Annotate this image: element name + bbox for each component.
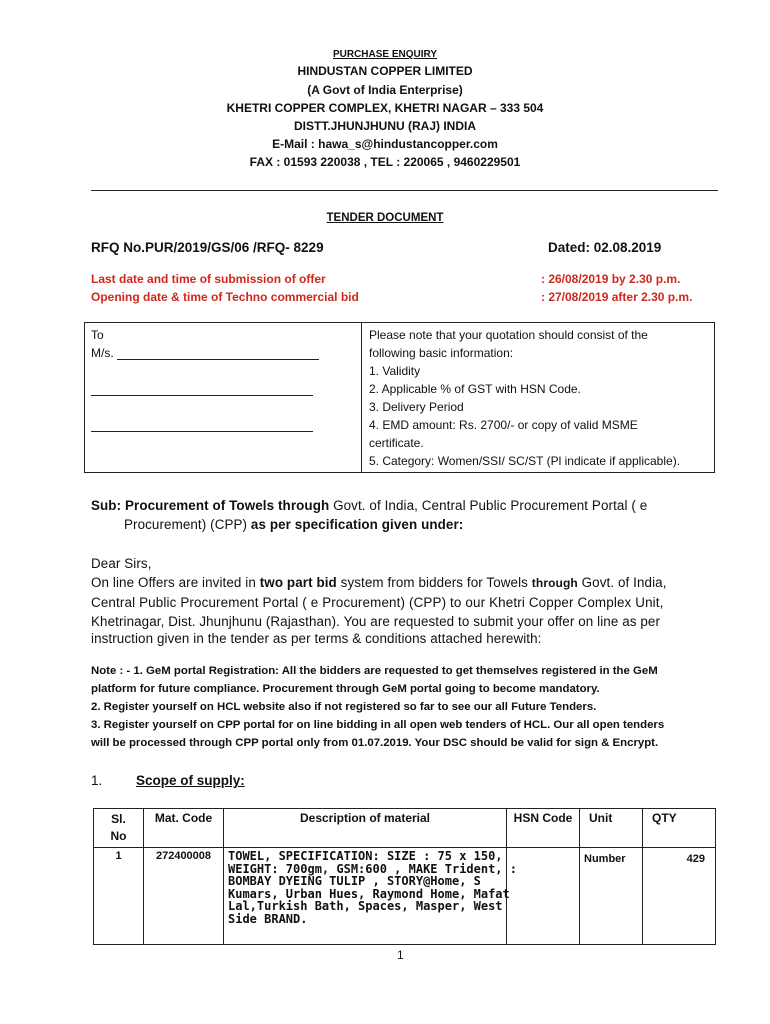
table-header-row (94, 809, 716, 848)
row-hsn-code (507, 848, 580, 945)
header-sl-no (94, 809, 144, 848)
company-fax-tel: FAX : 01593 220038 , TEL : 220065 , 9460229501 (249, 155, 521, 169)
document-type-title: PURCHASE ENQUIRY (332, 49, 438, 60)
info-intro-1: Please note that your quotation should consist of the (369, 328, 648, 342)
opening-date-value: : 27/08/2019 after 2.30 p.m. (541, 290, 693, 304)
info-item-emd-cont: certificate. (369, 436, 424, 450)
info-item-delivery: 3. Delivery Period (369, 400, 464, 414)
addressee-info-box (84, 322, 715, 473)
letter-line-3: Khetrinagar, Dist. Jhunjhunu (Rajasthan). You are requested to submit your offer on line as per (91, 614, 661, 629)
company-name: HINDUSTAN COPPER LIMITED (297, 64, 473, 78)
row-qty: 429 (643, 848, 716, 945)
letter-p1-c: system from bidders for Towels (340, 575, 528, 590)
subject-through: through (277, 498, 330, 513)
ms-label: M/s. (91, 346, 114, 360)
header-sl: Sl. (111, 812, 126, 826)
note-cpp-portal: 3. Register yourself on CPP portal for on line bidding in all open web tenders of HCL. Our all open tenders (91, 719, 665, 731)
header-unit: Unit (580, 809, 643, 848)
row-description: TOWEL, SPECIFICATION: SIZE : 75 x 150, WEIGHT: 700gm, GSM:600 , MAKE Trident, : BOMBAY DYEING TULIP , STORY@Home, S Kumars, Urban Hues, Raymond Home, Mafat Lal,Turkish Bath, Spaces, Masper, West Side BRAND. (224, 848, 507, 945)
header-description: Description of material (224, 809, 507, 848)
header-hsn-code: HSN Code (507, 809, 580, 848)
page-number: 1 (397, 948, 404, 962)
header-divider (91, 190, 718, 191)
header-no: No (110, 829, 127, 843)
note-gem-registration-cont: platform for future compliance. Procurement through GeM portal going to become mandatory. (91, 683, 600, 695)
subject-line-1 (91, 498, 647, 513)
company-address: KHETRI COPPER COMPLEX, KHETRI NAGAR – 333 504 (226, 101, 544, 115)
letter-p1-a: On line Offers are invited in (91, 575, 256, 590)
note-cpp-portal-cont: will be processed through CPP portal only from 01.07.2019. Your DSC should be valid for sign & Encrypt. (91, 737, 659, 749)
box-divider (361, 323, 362, 472)
submission-deadline-value: : 26/08/2019 by 2.30 p.m. (541, 272, 681, 286)
rfq-number: RFQ No.PUR/2019/GS/06 /RFQ- 8229 (91, 240, 324, 255)
to-label: To (91, 328, 104, 342)
letter-line-2: Central Public Procurement Portal ( e Procurement) (CPP) to our Khetri Copper Complex Unit, (91, 595, 664, 610)
letter-p1-e: Govt. of India, (581, 575, 667, 590)
scope-number: 1. (91, 773, 103, 788)
row-unit: Number (580, 848, 643, 945)
subject-label: Sub: Procurement of Towels (91, 498, 275, 513)
info-item-category: 5. Category: Women/SSI/ SC/ST (Pl indicate if applicable). (369, 454, 681, 468)
header-qty: QTY (643, 809, 716, 848)
letter-line-1 (91, 575, 667, 590)
scope-of-supply-table (93, 808, 716, 945)
opening-date-label: Opening date & time of Techno commercial bid (91, 290, 359, 304)
subject-cpp: Procurement) (CPP) (124, 517, 248, 532)
tender-document-title: TENDER DOCUMENT (326, 212, 444, 224)
submission-deadline-label: Last date and time of submission of offer (91, 272, 326, 286)
vendor-address-line-2 (91, 431, 313, 432)
note-hcl-website: 2. Register yourself on HCL website also if not registered so far to see our all Future Tenders. (91, 701, 597, 713)
letter-through: through (531, 576, 578, 590)
info-intro-2: following basic information: (369, 346, 514, 360)
company-email: E-Mail : hawa_s@hindustancopper.com (272, 137, 498, 151)
note-gem-registration: Note : - 1. GeM portal Registration: All the bidders are requested to get themselves registered in the GeM (91, 665, 658, 677)
letter-two-part-bid: two part bid (259, 575, 337, 590)
subject-spec: as per specification given under: (250, 517, 464, 532)
header-mat-code: Mat. Code (144, 809, 224, 848)
vendor-address-line-1 (91, 395, 313, 396)
row-sl: 1 (94, 848, 144, 945)
rfq-date: Dated: 02.08.2019 (548, 240, 662, 255)
info-item-validity: 1. Validity (369, 364, 421, 378)
info-item-emd: 4. EMD amount: Rs. 2700/- or copy of valid MSME (369, 418, 638, 432)
letter-line-4: instruction given in the tender as per terms & conditions attached herewith: (91, 631, 542, 646)
scope-title: Scope of supply: (136, 773, 245, 788)
company-district: DISTT.JHUNJHUNU (RAJ) INDIA (293, 119, 476, 133)
info-item-gst: 2. Applicable % of GST with HSN Code. (369, 382, 581, 396)
subject-line-2 (124, 517, 463, 532)
row-mat-code: 272400008 (144, 848, 224, 945)
salutation: Dear Sirs, (91, 556, 152, 571)
table-row (94, 848, 716, 945)
govt-enterprise-line: (A Govt of India Enterprise) (307, 83, 463, 97)
subject-portal: Govt. of India, Central Public Procurement Portal ( e (333, 498, 648, 513)
vendor-name-line (117, 359, 319, 360)
